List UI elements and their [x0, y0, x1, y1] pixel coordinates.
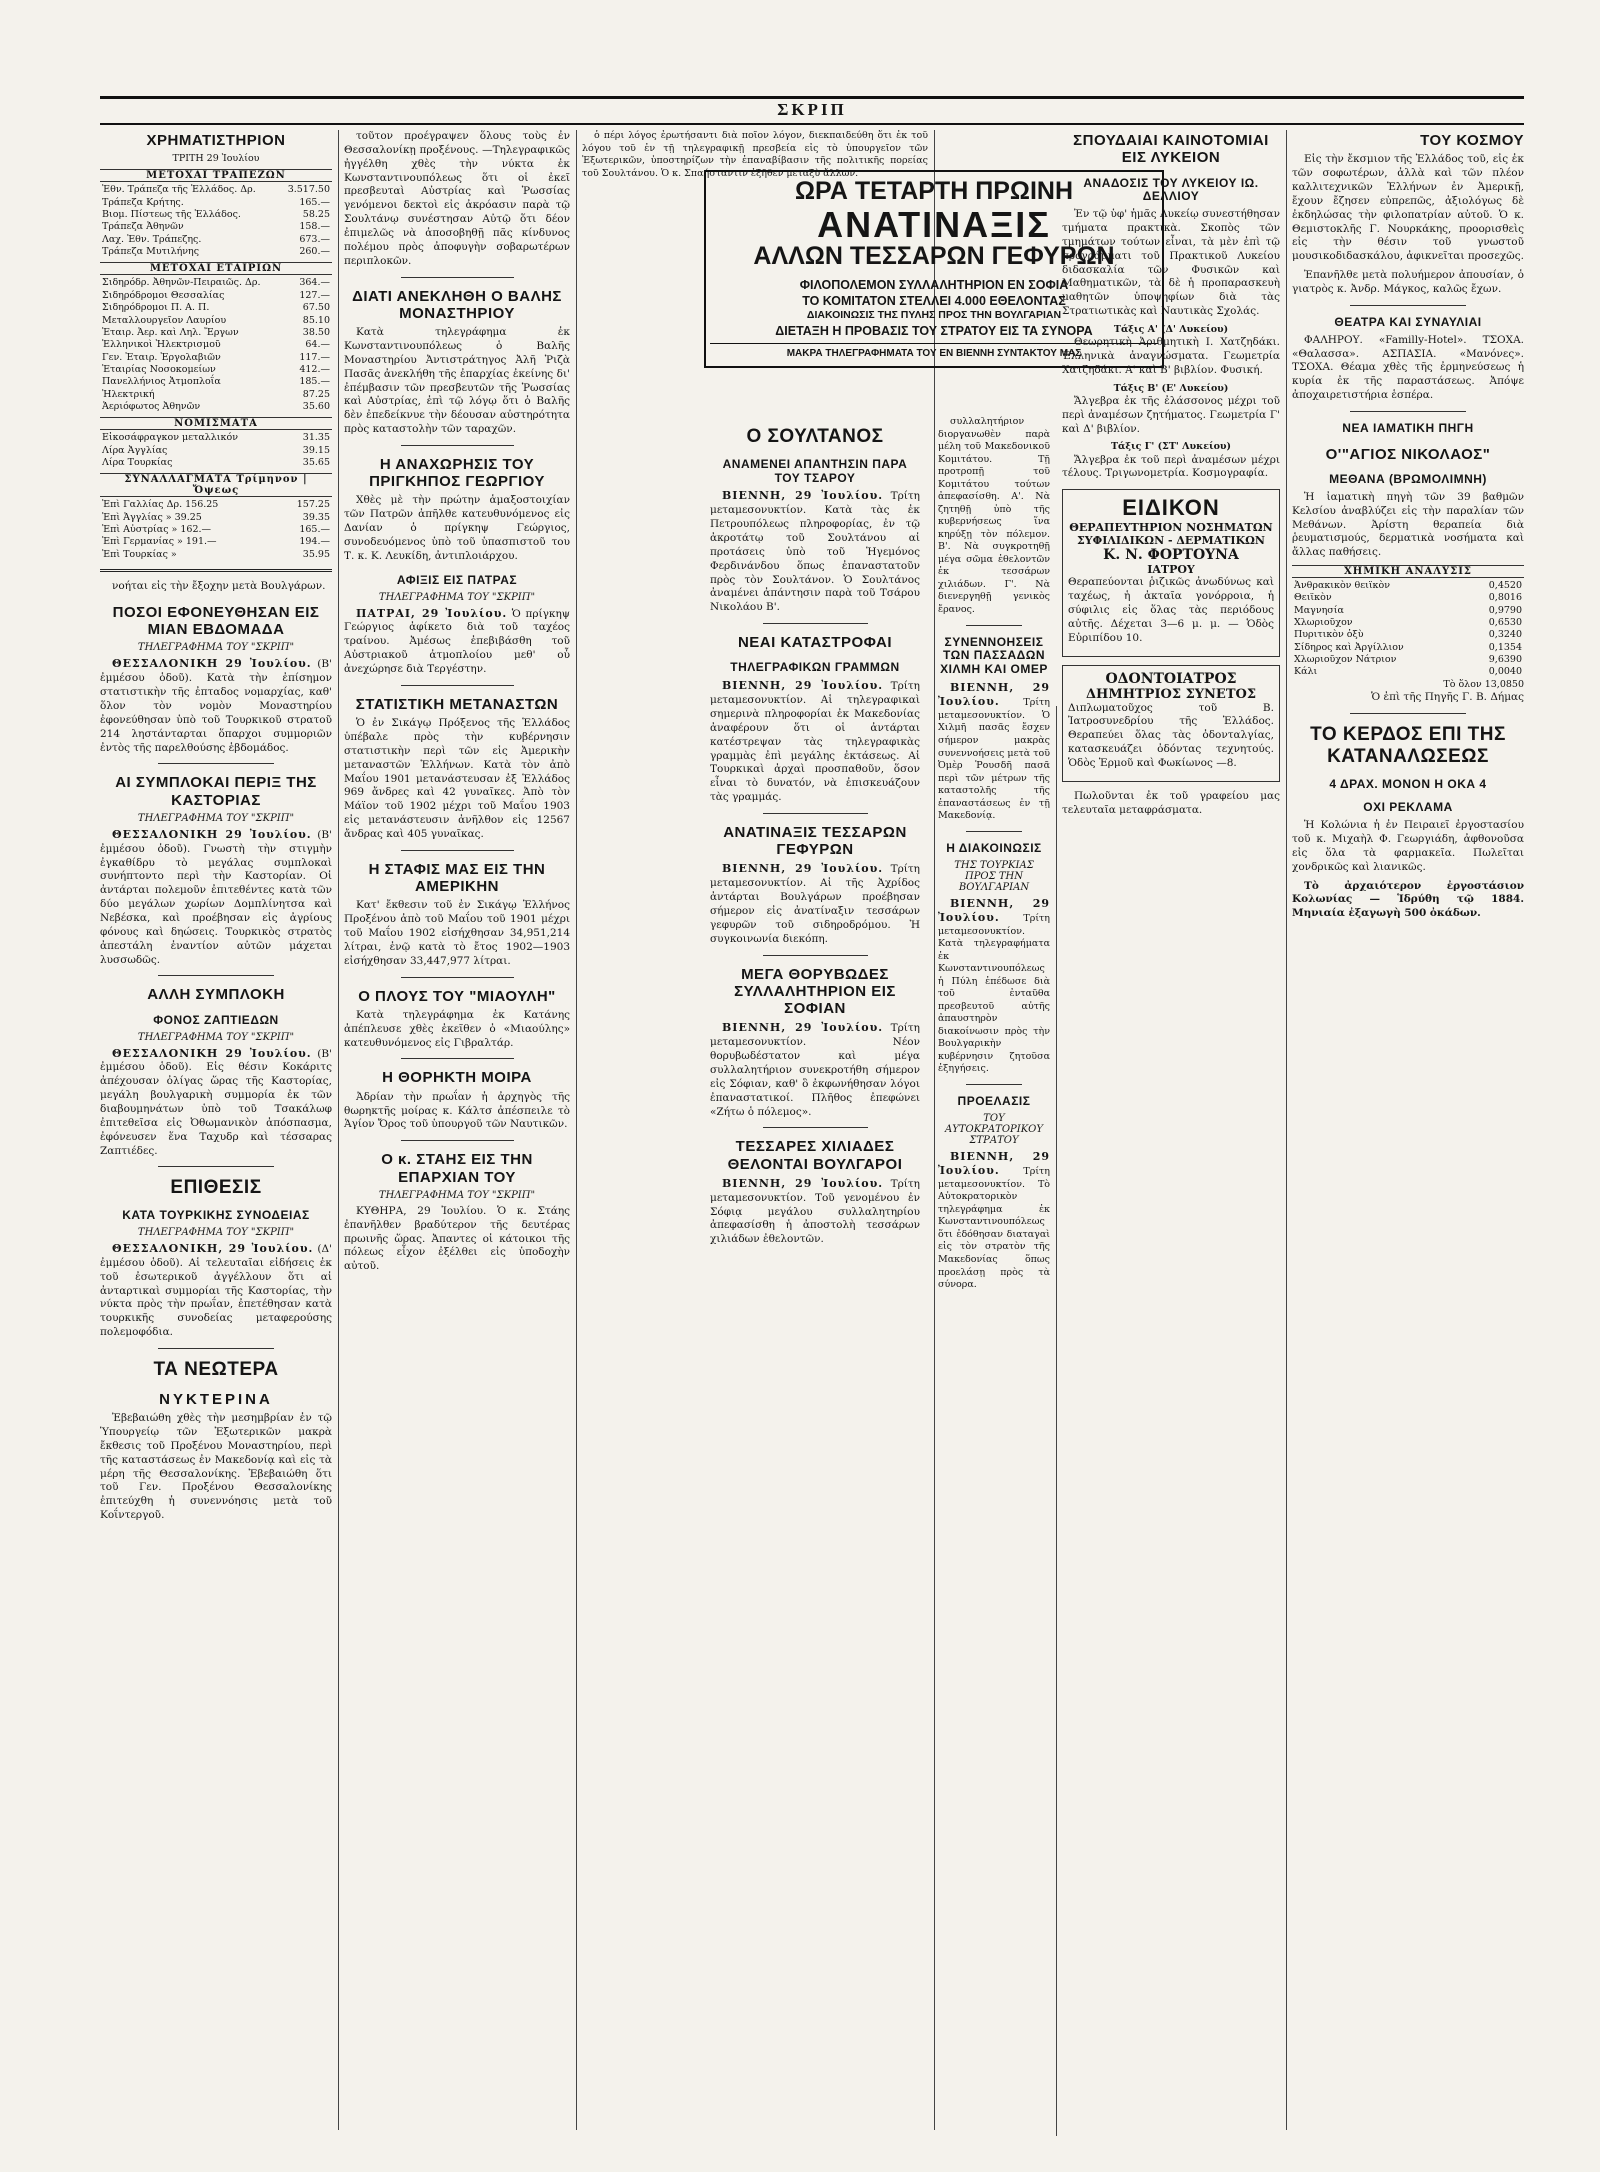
article-title: Ο κ. ΣΤΑΗΣ ΕΙΣ ΤΗΝ ΕΠΑΡΧΙΑΝ ΤΟΥ	[381, 1151, 533, 1186]
exchange-rates-table	[100, 499, 332, 561]
row-label: Ἠλεκτρική	[102, 388, 155, 400]
row-label: Λίρα Τουρκίας	[102, 456, 173, 468]
table-row	[100, 209, 332, 221]
advertisement	[1062, 489, 1280, 656]
row-value: 35.95	[302, 548, 330, 560]
table-row	[100, 184, 332, 196]
dateline: ΠΑΤΡΑΙ, 29 Ἰουλίου.	[356, 606, 508, 620]
coins-header: ΝΟΜΙΣΜΑΤΑ	[100, 417, 332, 430]
banner-line: ΩΡΑ ΤΕΤΑΡΤΗ ΠΡΩΙΝΗ	[794, 177, 1074, 205]
row-value: 31.35	[302, 432, 330, 444]
article-title: ΤΑ ΝΕΩΤΕΡΑ	[153, 1359, 279, 1381]
article-subtitle: ΤΗΛΕΓΡΑΦΗΜΑ ΤΟΥ "ΣΚΡΙΠ"	[378, 591, 536, 603]
row-value: 185.—	[299, 376, 330, 388]
article-title: ΜΕΓΑ ΘΟΡΥΒΩΔΕΣ ΣΥΛΛΑΛΗΤΗΡΙΟΝ ΕΙΣ ΣΟΦΙΑΝ	[734, 965, 896, 1018]
article-text: Τρίτη μεταμεσονυκτίον. Τὸ Αὐτοκρατορικὸν τηλεγράφημα ἐκ Κωνσταντινουπόλεως ὅτι ἐδόθησαν διαταγαὶ εἰς τὸν στρατὸν τῆς Μακεδονίας ὅπως προελάσῃ πρὸς τὰ σύνορα.	[938, 1166, 1050, 1291]
row-value: 127.—	[299, 289, 330, 301]
article-text: ὁ πέρι λόγος ἐρωτήσαντι διὰ ποῖον λόγον, διεκπαιδεύθη ὅτι ἐκ τοῦ λόγου τοῦ ἐν τῇ τηλεγραφικῇ πρεσβεία εἰς τὸ ὑπουργεῖον τῶν Ἐξωτερικῶν, ὑποστηρίζων τὴν ἐπαναβίβασιν τῆς πολιτικῆς πορείας τοῦ Σουλτάνου. Ὁ κ. Σπαήσταντιν ἐξῆθεν μεταξὺ ἄλλων.	[582, 130, 928, 179]
table-row	[100, 352, 332, 364]
row-value: 158.—	[299, 221, 330, 233]
newspaper-page	[100, 96, 1524, 2136]
article-subtitle: ΝΥΚΤΕΡΙΝΑ	[159, 1390, 273, 1408]
row-value: 58.25	[302, 209, 330, 221]
article-title: ΤΟ ΚΕΡΔΟΣ ΕΠΙ ΤΗΣ ΚΑΤΑΝΑΛΩΣΕΩΣ	[1310, 723, 1506, 767]
table-row	[100, 536, 332, 548]
row-value: 673.—	[299, 233, 330, 245]
article-subtitle: ΤΗΣ ΤΟΥΡΚΙΑΣ ΠΡΟΣ ΤΗΝ ΒΟΥΛΓΑΡΙΑΝ	[954, 859, 1034, 893]
article-text: Ἡ ἰαματικὴ πηγὴ τῶν 39 βαθμῶν Κελσίου ἀναβλύζει εἰς τὴν παραλίαν τῶν Μεθάνων. Ἀρίστη θεραπεία διὰ ῥευματισμούς, δερματικὰ νοσήματα καὶ ἄλλας παθήσεις.	[1292, 490, 1524, 559]
row-label: Τράπεζα Μυτιλήνης	[102, 246, 200, 258]
table-row	[100, 457, 332, 469]
table-row	[1292, 654, 1524, 666]
article-title: ΑΝΑΤΙΝΑΞΙΣ ΤΕΣΣΑΡΩΝ ΓΕΦΥΡΩΝ	[723, 823, 907, 859]
ad-line: ΔΗΜΗΤΡΙΟΣ ΣΥΝΕΤΟΣ	[1085, 686, 1257, 702]
table-row	[1292, 666, 1524, 678]
article-text: ΚΥΘΗΡΑ, 29 Ἰουλίου. Ὁ κ. Στάης ἐπανῆλθεν βραδύτερον τῆς δευτέρας πρωινῆς ὥρας. Ἀπαντες οἱ κάτοικοι τῆς πόλεως εἶχον ἐξέλθει εἰς ὑποδοχὴν αὐτοῦ.	[344, 1204, 570, 1273]
table-row	[1292, 592, 1524, 604]
article-text: τοῦτον προέγραψεν ὅλους τοὺς ἐν Θεσσαλονίκῃ προξένους. —Τηλεγραφικῶς ἠγγέλθη χθὲς τὴν νύκτα ἐκ Κωνσταντινουπόλεως ὅτι οἱ ἐκεῖ πρεσβευταὶ Αὐστρίας καὶ Ῥωσσίας γενόμενοι δεκτοὶ εἰς ἀκρόασιν παρὰ τῷ Σουλτάνῳ συνέστησαν Αὐτῷ ὅτι δέον ἐπιμελῶς νὰ ἀποσοβηθῇ πᾶς κίνδυνος πολέμου πρὸς ἀποφυγὴν σοβαρωτέρων περιπλοκῶν.	[344, 130, 570, 267]
article-title: Η ΘΟΡΗΚΤΗ ΜΟΙΡΑ	[382, 1069, 532, 1087]
row-label: Ἐπὶ Γερμανίας » 191.—	[102, 536, 217, 548]
article-text: Ὁ ἐν Σικάγῳ Πρόξενος τῆς Ἑλλάδος ὑπέβαλε πρὸς τὴν κυβέρνησιν στατιστικὴν περὶ τῶν εἰς Ἀμερικὴν μεταναστῶν Ἑλλήνων. Κατὰ τὸν ἀπὸ Μαΐου 1901 μετανάστευσαν ἐξ Ἑλλάδος 969 ἄνδρες καὶ 42 γυναῖκες. Ἀπὸ τὸν Μάϊον τοῦ 1902 μέχρι τοῦ Μαΐου 1903 εἰς μετανάστευσιν ἀνῆλθον εἰς 12567 ἄνδρας καὶ 405 γυναῖκας.	[344, 717, 570, 840]
row-label: Ἐπὶ Τουρκίας »	[102, 548, 177, 560]
article-text: Θεωρητικὴ Ἀριθμητικὴ Ι. Χατζηδάκι. Ἑλληνικὰ ἀναγνώσματα. Γεωμετρία Χατζηδάκι. Α' καὶ Β' βιβλίον. Φυσική.	[1062, 336, 1280, 376]
article-subtitle: ΚΑΤΑ ΤΟΥΡΚΙΚΗΣ ΣΥΝΟΔΕΙΑΣ	[122, 1208, 310, 1223]
advertisement	[1062, 665, 1280, 782]
article-title: Η ΔΙΑΚΟΙΝΩΣΙΣ	[946, 840, 1042, 855]
article-title: ΝΕΑΙ ΚΑΤΑΣΤΡΟΦΑΙ	[737, 634, 893, 652]
row-value: 3.517.50	[287, 184, 330, 196]
article-text: Τρίτη μεταμεσονυκτίον. Τοῦ γενομένου ἐν Σόφιᾳ μεγάλου συλλαλητηρίου ἀπεφασίσθη ἡ ἀποστολὴ τεσσάρων χιλιάδων ἐθελοντῶν.	[710, 1177, 920, 1246]
table-row	[1292, 642, 1524, 654]
article-text: (Β' ἐμμέσου ὁδοῦ). Γνωστὴ τὴν στιγμὴν ἐγκαθίδρυ τὸ μεγάλας συμπλοκαὶ συνήπτοντο περὶ τὴν Καστορίαν. Οἱ ἀντάρται πολεμοῦν ἐπιτεθέντες κατὰ τῶν δύο μεγάλων χωρίων Δομπλίνητσα καὶ Νεβέσκα, καὶ προέβησαν εἰς ἀγρίους φόνους καὶ δηώσεις. Τουρκικὸς στρατὸς ἀπεστάλη ἐναντίον αὐτῶν μάχεται λυσσωδῶς.	[100, 828, 332, 966]
row-label: Λαχ. Ἐθν. Τράπεζης.	[102, 233, 202, 245]
column-rule	[934, 130, 935, 2130]
column-rule	[338, 130, 339, 2130]
exchange-date: ΤΡΙΤΗ 29 Ἰουλίου	[172, 153, 260, 165]
row-value: 39.15	[302, 444, 330, 456]
table-row	[100, 512, 332, 524]
row-label: Σίδηρος καὶ Ἀργίλλιον	[1294, 641, 1404, 653]
article-text: Τρίτη μεταμεσονυκτίον. Κατὰ τηλεγραφήματα ἐκ Κωνσταντινουπόλεως ἡ Πύλη ἐπέδωσε διὰ τοῦ ἐνταῦθα πρεσβευτοῦ αὐτῆς ἀπαυστηρὸν διακοίνωσιν πρὸς τὴν Βουλγαρικὴν κυβέρνησιν ζητοῦσα ἐξηγήσεις.	[938, 913, 1050, 1075]
article-subtitle: ΑΝΑΜΕΝΕΙ ΑΠΑΝΤΗΣΙΝ ΠΑΡΑ ΤΟΥ ΤΣΑΡΟΥ	[722, 456, 908, 485]
ad-text: Διπλωματοῦχος τοῦ Β. Ἰατροσυνεδρίου τῆς Ἑλλάδος. Θεραπεύει ὅλας τὰς ὀδονταλγίας, κατασκευάζει ὀδόντας τεχνητούς. Ὁδὸς Ἑρμοῦ καὶ Φωκίωνος —8.	[1068, 701, 1274, 770]
row-label: Ἐθν. Τράπεζα τῆς Ἑλλάδος. Δρ.	[102, 184, 256, 196]
article-title: ΠΡΟΕΛΑΣΙΣ	[957, 1093, 1031, 1108]
article-text: Κατ' ἔκθεσιν τοῦ ἐν Σικάγῳ Ἑλλήνος Προξένου ἀπὸ τοῦ Μαΐου τοῦ 1901 μέχρι τοῦ Μαΐου 1902 εἰσήχθησαν 34,951,214 λίτραι, ἐνῷ κατὰ τὸ ἔτος 1902—1903 εἰσήχθησαν 33,447,977 λίτραι.	[344, 899, 570, 967]
table-row	[1292, 617, 1524, 629]
table-row	[100, 302, 332, 314]
row-label: Σιδηρόδρομοι Π. Α. Π.	[102, 302, 210, 314]
article-subtitle: ΤΟΥ ΑΥΤΟΚΡΑΤΟΡΙΚΟΥ ΣΤΡΑΤΟΥ	[945, 1112, 1043, 1146]
row-value: 0,6530	[1488, 617, 1522, 629]
article-subtitle: ΤΗΛΕΓΡΑΦΗΜΑ ΤΟΥ "ΣΚΡΙΠ"	[137, 1031, 295, 1043]
article-text: Κατὰ τηλεγράφημα ἐκ Κατάνης ἀπέπλευσε χθὲς ἐκεῖθεν ὁ «Μιαούλης» κατευθυνόμενος εἰς Γιβραλτάρ.	[344, 1008, 570, 1049]
row-label: Ἐταιρ. Ἀερ. καὶ Ληλ. Ἔργων	[102, 326, 239, 338]
table-row	[100, 524, 332, 536]
ad-headline: ΕΙΔΙΚΟΝ	[1122, 495, 1220, 521]
class-heading: Τάξις Α' (Δ' Λυκείου)	[1113, 323, 1229, 335]
article-text: Ὁ πρίγκηψ Γεώργιος ἀφίκετο διὰ τοῦ ταχέος τραίνου. Ἀμέσως ἐπεβιβάσθη τοῦ Αὐστριακοῦ ἀτμοπλοίου μεθ' οὗ ἀνεχώρησε διὰ Τεργέστην.	[344, 607, 571, 675]
row-value: 87.25	[302, 388, 330, 400]
row-label: Πανελλήνιος Ἀτμοπλοΐα	[102, 376, 221, 388]
table-row	[100, 445, 332, 457]
article-title: Η ΑΝΑΧΩΡΗΣΙΣ ΤΟΥ ΠΡΙΓΚΗΠΟΣ ΓΕΩΡΓΙΟΥ	[369, 455, 545, 491]
article-subtitle: ΤΗΛΕΓΡΑΦΗΜΑ ΤΟΥ "ΣΚΡΙΠ"	[137, 1227, 295, 1239]
article-title: ΣΤΑΤΙΣΤΙΚΗ ΜΕΤΑΝΑΣΤΩΝ	[355, 695, 559, 713]
dateline: ΒΙΕΝΝΗ, 29 Ἰουλίου.	[722, 1021, 884, 1035]
row-value: 117.—	[299, 351, 330, 363]
ad-headline: ΟΔΟΝΤΟΙΑΤΡΟΣ	[1105, 670, 1237, 687]
article-subtitle: Ο'"ΑΓΙΟΣ ΝΙΚΟΛΑΟΣ"	[1325, 445, 1491, 463]
article-subtitle: ΦΟΝΟΣ ΖΑΠΤΙΕΔΩΝ	[153, 1012, 279, 1027]
table-row	[100, 549, 332, 561]
article-title: ΤΟΥ ΚΟΣΜΟΥ	[1420, 132, 1524, 149]
dateline: ΒΙΕΝΝΗ, 29 Ἰουλίου.	[938, 680, 1050, 709]
row-label: Χλωριοῦχον	[1294, 617, 1353, 629]
row-label: Ἀνθρακικὸν θειϊκὸν	[1294, 580, 1390, 592]
table-row	[100, 499, 332, 511]
article-text: Τρίτη μεταμεσονυκτίον. Αἱ τῆς Ἀχρίδος ἀντάρται Βουλγάρων προέβησαν σήμερον εἰς ἀνατίναξιν τεσσάρων γεφυρῶν τοῦ σιδηροδρόμου. Ἡ συγκοινωνία διεκόπη.	[710, 863, 920, 945]
coins-table	[100, 432, 332, 469]
class-heading: Τάξις Β' (Ε' Λυκείου)	[1113, 382, 1229, 394]
article-title: ΑΛΛΗ ΣΥΜΠΛΟΚΗ	[147, 986, 285, 1004]
table-row	[100, 327, 332, 339]
row-value: 364.—	[299, 277, 330, 289]
dateline: ΘΕΣΣΑΛΟΝΙΚΗ, 29 Ἰουλίου.	[112, 1242, 314, 1256]
article-title: ΝΕΑ ΙΑΜΑΤΙΚΗ ΠΗΓΗ	[1342, 420, 1474, 435]
article-text: (Δ' ἐμμέσου ὁδοῦ). Αἱ τελευταῖαι εἰδήσεις ἐκ τοῦ ἐσωτερικοῦ ἀγγέλλουν ὅτι αἱ ἀνταρτικαὶ συμμορίαι τῆς Καστορίας, τὴν νύκτα πρὸς τὴν πρωΐαν, ἐπετέθησαν κατὰ τουρκικῆς συνοδείας μεταφερούσης πολεμοφόδια.	[100, 1243, 332, 1339]
article-text: Ἐν τῷ ὑφ' ἡμᾶς Λυκείῳ συνεστήθησαν τμήματα πρακτικὰ. Σκοπὸς τῶν τμημάτων τούτων εἶναι, τὰ μὲν ἐπὶ τῷ προγράμματι τοῦ Πρακτικοῦ Λυκείου διδασκαλία τῶν Φυσικῶν καὶ Μαθηματικῶν, τὰ δὲ ἡ προπαρασκευὴ μαθητῶν ὑποψηφίων διὰ τὰς Στρατιωτικὰς καὶ Ναυτικὰς Σχολάς.	[1062, 208, 1280, 318]
row-label: Εἰκοσάφραγκον μεταλλικόν	[102, 432, 238, 444]
chem-analysis-table	[1292, 580, 1524, 679]
row-label: Ἐπὶ Γαλλίας Δρ. 156.25	[102, 499, 219, 511]
row-value: 157.25	[296, 499, 330, 511]
row-value: 0,4520	[1488, 580, 1522, 592]
article-subtitle: ΤΗΛΕΓΡΑΦΗΜΑ ΤΟΥ "ΣΚΡΙΠ"	[137, 642, 295, 654]
dateline: ΘΕΣΣΑΛΟΝΙΚΗ 29 Ἰουλίου.	[112, 657, 312, 671]
article-title: ΤΕΣΣΑΡΕΣ ΧΙΛΙΑΔΕΣ ΘΕΛΟΝΤΑΙ ΒΟΥΛΓΑΡΟΙ	[727, 1138, 903, 1173]
article-text: (Β' ἐμμέσου ὁδοῦ). Κατὰ τὴν ἐπίσημον στατιστικὴν τῆς ἐπταδος νομαρχίας, καθ' ὅλον τὸν νομὸν Μοναστηρίου ἐφονεύθησαν ὑπὸ τοῦ Τουρκικοῦ στρατοῦ 214 ληστάνταρται ὅπαρχοι συμμοριῶν ἐντὸς τῆς παρελθούσης ἑβδομάδος.	[100, 658, 332, 754]
column-4-body	[938, 416, 1050, 2130]
article-title: Η ΣΤΑΦΙΣ ΜΑΣ ΕΙΣ ΤΗΝ ΑΜΕΡΙΚΗΝ	[368, 860, 546, 896]
article-text: Ἐβεβαιώθη χθὲς τὴν μεσημβρίαν ἐν τῷ Ὑπουργείῳ τῶν Ἐξωτερικῶν μακρὰ ἔκθεσις τοῦ Προξένου Μοναστηρίου, περὶ τῆς καταστάσεως ἐν Μακεδονίᾳ καὶ εἰς τὰ μέρη τῆς Θεσσαλονίκης. Ἐβεβαιώθη ὅτι τοῦ Γεν. Προξένου Θεσσαλονίκης ἐπιτεύχθη ἡ συνεννόησις μετὰ τοῦ Κοΐντεργοῦ.	[100, 1412, 332, 1522]
banner-line: ΔΙΑΚΟΙΝΩΣΙΣ ΤΗΣ ΠΥΛΗΣ ΠΡΟΣ ΤΗΝ ΒΟΥΛΓΑΡΙΑΝ	[806, 309, 1062, 322]
row-value: 39.35	[302, 511, 330, 523]
class-heading: Τάξις Γ' (ΣΤ' Λυκείου)	[1110, 441, 1232, 453]
masthead-title: ΣΚΡΙΠ	[777, 100, 847, 119]
row-value: 165.—	[299, 523, 330, 535]
article-text: Πωλοῦνται ἐκ τοῦ γραφείου μας τελευταῖα μεταφράσματα.	[1062, 789, 1280, 816]
dateline: ΒΙΕΝΝΗ, 29 Ἰουλίου.	[938, 896, 1050, 925]
company-shares-table	[100, 277, 332, 413]
row-value: 35.60	[302, 400, 330, 412]
row-label: Ἐπὶ Ἀγγλίας » 39.25	[102, 511, 202, 523]
article-title: ΣΥΝΕΝΝΟΗΣΕΙΣ ΤΩΝ ΠΑΣΣΑΔΩΝ ΧΙΛΜΗ ΚΑΙ ΟΜΕΡ	[940, 634, 1048, 677]
article-title: ΑΙ ΣΥΜΠΛΟΚΑΙ ΠΕΡΙΞ ΤΗΣ ΚΑΣΤΟΡΙΑΣ	[115, 774, 317, 809]
row-label: Κάλι	[1294, 666, 1318, 678]
row-value: 0,0040	[1488, 666, 1522, 678]
article-subtitle: ΤΗΛΕΓΡΑΦΗΜΑ ΤΟΥ "ΣΚΡΙΠ"	[378, 1189, 536, 1201]
table-row	[1292, 629, 1524, 641]
table-row	[100, 432, 332, 444]
row-value: 35.65	[302, 456, 330, 468]
masthead	[100, 96, 1524, 125]
article-text: Ἄλγεβρα ἐκ τοῦ περὶ ἀναμέσων μέχρι τέλους. Τριγωνομετρία. Κοσμογραφία.	[1062, 453, 1280, 480]
continued-text: νοήται εἰς τὴν ἔξοχην μετὰ Βουλγάρων.	[112, 580, 326, 592]
article-text: συλλαλητήριον διοργανωθὲν παρὰ μέλη τοῦ Μακεδονικοῦ Κομιτάτου. Τῇ προτροπῇ τοῦ Κομιτάτου τούτων ἀπεφασίσθη. Α'. Νὰ ζητηθῇ ὑπὸ τῆς κυβερνήσεως ἵνα κηρύξῃ τὸν πόλεμον. Β'. Νὰ συγκροτηθῇ μέγα σῶμα ἐθελοντῶν ἐκ τεσσάρων χιλιάδων. Γ'. Νὰ διενεργηθῇ γενικὸς ἔρανος.	[938, 416, 1050, 615]
article-subtitle: ΟΧΙ ΡΕΚΛΑΜΑ	[1363, 800, 1453, 815]
column-5	[1062, 130, 1280, 2130]
table-row	[100, 315, 332, 327]
article-subtitle: 4 ΔΡΑΧ. ΜΟΝΟΝ Η ΟΚΑ 4	[1329, 776, 1487, 791]
column-2	[344, 130, 570, 2130]
table-row	[100, 290, 332, 302]
banner-line: ΔΙΕΤΑΞΗ Η ΠΡΟΒΑΣΙΣ ΤΟΥ ΣΤΡΑΤΟΥ ΕΙΣ ΤΑ ΣΥΝΟΡΑ	[775, 323, 1093, 338]
row-value: 165.—	[299, 196, 330, 208]
center-top-text	[582, 130, 928, 179]
article-title: ΠΟΣΟΙ ΕΦΟΝΕΥΘΗΣΑΝ ΕΙΣ ΜΙΑΝ ΕΒΔΟΜΑΔΑ	[112, 603, 320, 639]
row-label: Σιδηρόδρομοι Θεσσαλίας	[102, 289, 225, 301]
table-row	[100, 364, 332, 376]
column-rule	[576, 130, 577, 2130]
banner-line: ΜΑΚΡΑ ΤΗΛΕΓΡΑΦΗΜΑΤΑ ΤΟΥ ΕΝ ΒΙΕΝΝΗ ΣΥΝΤΑΚΤΟΥ ΜΑΣ	[710, 343, 1158, 360]
row-label: Σιδηρόδρ. Ἀθηνῶν-Πειραιῶς. Δρ.	[102, 277, 261, 289]
row-value: 194.—	[299, 536, 330, 548]
row-label: Ἑλληνικοὶ Ἠλεκτρισμοῦ	[102, 339, 221, 351]
column-rule	[1286, 130, 1287, 2130]
row-value: 412.—	[299, 363, 330, 375]
row-label: Ἐταιρίας Νοσοκομείων	[102, 363, 216, 375]
article-text: ΦΑΛΗΡΟΥ. «Familly-Hotel». ΤΣΟΧΑ. «Θαλασσα». ΑΣΠΑΣΙΑ. «Μανόνες». ΤΣΟΧΑ. Θέαμα χθὲς τῆς ἐρμηνεύσεως ἡ κυρία ἐκ τῆς παραστάσεως. Ἀπόψε ἀποχαιρετιστήρια ἑσπέρα.	[1292, 333, 1524, 402]
row-value: 67.50	[302, 302, 330, 314]
article-subtitle: ΜΕΘΑΝΑ (ΒΡΩΜΟΛΙΜΝΗ)	[1329, 471, 1487, 486]
table-row	[100, 246, 332, 258]
article-text: Ἄλγεβρα ἐκ τῆς ἐλάσσονος μέχρι τοῦ περὶ ἀναμέσων ζητήματος. Γεωμετρία Γ' καὶ Δ' βιβλίον.	[1062, 394, 1280, 435]
article-text: Τὸ ἀρχαιότερον ἐργοστάσιον Κολωνίας — Ἱδρύθη τῷ 1884. Μηνιαία ἐξαγωγὴ 500 ὀκάδων.	[1292, 879, 1524, 920]
table-row	[100, 277, 332, 289]
column-1	[100, 130, 332, 2130]
article-subtitle: ΤΗΛΕΓΡΑΦΙΚΩΝ ΓΡΑΜΜΩΝ	[730, 660, 900, 675]
article-text: Ἐπανῆλθε μετὰ πολυήμερον ἀπουσίαν, ὁ γιατρὸς κ. Ἀνδρ. Μάγκος, καλῶς ἔχων.	[1292, 269, 1524, 295]
table-row	[100, 234, 332, 246]
dateline: ΒΙΕΝΝΗ, 29 Ἰουλίου.	[722, 489, 884, 503]
row-value: 38.50	[302, 326, 330, 338]
banner-headline: ΑΝΑΤΙΝΑΞΙΣ	[817, 203, 1051, 245]
article-text: Ἀδρίαν τὴν πρωΐαν ἡ ἀρχηγὸς τῆς θωρηκτῆς μοίρας κ. Κάλτσ ἀπέσπειλε τὸ Ἁγίον Ὄρος τοῦ ὑπουργοῦ τῶν Ναυτικῶν.	[344, 1090, 570, 1131]
chem-analysis-header: ΧΗΜΙΚΗ ΑΝΑΛΥΣΙΣ	[1292, 565, 1524, 578]
row-label: Γεν. Ἐταιρ. Ἐργολαβιῶν	[102, 351, 221, 363]
dateline: ΘΕΣΣΑΛΟΝΙΚΗ 29 Ἰουλίου.	[112, 1046, 312, 1060]
table-row	[100, 401, 332, 413]
row-value: 9,6390	[1488, 654, 1522, 666]
table-row	[1292, 580, 1524, 592]
row-label: Ἀεριόφωτος Ἀθηνῶν	[102, 400, 201, 412]
row-label: Λίρα Ἀγγλίας	[102, 444, 168, 456]
banner-line: ΑΛΛΩΝ ΤΕΣΣΑΡΩΝ ΓΕΦΥΡΩΝ	[753, 242, 1115, 271]
dateline: ΒΙΕΝΝΗ, 29 Ἰουλίου.	[722, 679, 884, 693]
row-label: Θειϊκὸν	[1294, 592, 1332, 604]
dateline: ΒΙΕΝΝΗ, 29 Ἰουλίου.	[722, 862, 884, 876]
article-subtitle: ΑΦΙΞΙΣ ΕΙΣ ΠΑΤΡΑΣ	[396, 572, 518, 587]
article-text: Εἰς τὴν ἔκσμιον τῆς Ἑλλάδος τοῦ, εἰς ἐκ τῶν σοφωτέρων, ἀλλὰ καὶ τῶν πλέον καλλιτεχνικῶν Ἑλλήνων ἐν Ἀμερικῇ, ἔχουν ἔζησεν εὐπρεπῶς, ἀξιολόγως δὲ ἐκδηλώσας τὴν φιλοπατρίαν αὐτοῦ. Ὁ κ. Θεμιστοκλῆς Γ. Νουρκάκης, προορισθεὶς εἰς τὴν θέσιν τοῦ γνωστοῦ μουσικοδιδασκάλου, ἀφικνεῖται προσεχῶς.	[1292, 153, 1524, 263]
article-title: ΔΙΑΤΙ ΑΝΕΚΛΗΘΗ Ο ΒΑΛΗΣ ΜΟΝΑΣΤΗΡΙΟΥ	[352, 287, 562, 322]
column-6	[1292, 130, 1524, 2130]
row-label: Μεταλλουργεῖον Λαυρίου	[102, 314, 227, 326]
article-title: ΘΕΑΤΡΑ ΚΑΙ ΣΥΝΑΥΛΙΑΙ	[1334, 314, 1482, 329]
dateline: ΒΙΕΝΝΗ, 29 Ἰουλίου.	[938, 1149, 1050, 1178]
exchange-rates-header: ΣΥΝΑΛΛΑΓΜΑΤΑ Τρίμηνον | Ὄψεως	[100, 473, 332, 497]
banner-line: ΦΙΛΟΠΟΛΕΜΟΝ ΣΥΛΛΑΛΗΤΗΡΙΟΝ ΕΝ ΣΟΦΙΑ	[799, 277, 1069, 292]
table-row	[100, 197, 332, 209]
dateline: ΒΙΕΝΝΗ, 29 Ἰουλίου.	[722, 1176, 884, 1190]
article-text: Ἡ Κολώνια ἡ ἐν Πειραιεῖ ἐργοστασίου τοῦ κ. Μιχαὴλ Φ. Γεωργιάδη, ἀφθονοῦσα εἰς ὅλα τὰ φαρμακεῖα. Πωλεῖται χονδρικῶς καὶ λιανικῶς.	[1292, 819, 1524, 873]
row-label: Τράπεζα Ἀθηνῶν	[102, 221, 184, 233]
dateline: ΘΕΣΣΑΛΟΝΙΚΗ 29 Ἰουλίου.	[112, 827, 312, 841]
row-label: Πυριτικὸν ὀξὺ	[1294, 629, 1364, 641]
row-value: 0,9790	[1488, 604, 1522, 616]
row-label: Βιομ. Πίστεως τῆς Ἑλλάδος.	[102, 209, 241, 221]
article-title: Ο ΣΟΥΛΤΑΝΟΣ	[746, 426, 884, 447]
article-text: Κατὰ τηλεγράφημα ἐκ Κωνσταντινουπόλεως ὁ Βαλῆς Μοναστηρίου Ἀντιστράτηγος Ἀλῆ Ῥιζὰ Πασᾶς ἀνεκλήθη τῆς ἐπαρχίας ἐκείνης δι' ἐπέμβασιν τῶν πρεσβευτῶν τῆς Ῥωσσίας καὶ Αὐστρίας, ἐπὶ τῷ λόγῳ ὅτι ὁ Βαλῆς δὲν ἐπεδείκνυε τὴν δέουσαν αὐστηρότητα πρὸς καταστολὴν τῶν ταραχῶν.	[344, 326, 570, 436]
row-value: 0,1354	[1488, 641, 1522, 653]
company-shares-header: ΜΕΤΟΧΑΙ ΕΤΑΙΡΙΩΝ	[100, 262, 332, 275]
row-label: Μαγνησία	[1294, 604, 1344, 616]
article-title: ΣΠΟΥΔΑΙΑΙ ΚΑΙΝΟΤΟΜΙΑΙ ΕΙΣ ΛΥΚΕΙΟΝ	[1073, 132, 1269, 167]
row-value: 64.—	[305, 339, 330, 351]
article-title: Ο ΠΛΟΥΣ ΤΟΥ "ΜΙΑΟΥΛΗ"	[358, 987, 556, 1005]
ad-line: ΙΑΤΡΟΥ	[1147, 563, 1195, 577]
article-subtitle: ΤΗΛΕΓΡΑΦΗΜΑ ΤΟΥ "ΣΚΡΙΠ"	[137, 812, 295, 824]
exchange-title: ΧΡΗΜΑΤΙΣΤΗΡΙΟΝ	[146, 132, 286, 149]
row-label: Χλωριοῦχον Νάτριον	[1294, 654, 1397, 666]
article-text: Ὁ ἐπὶ τῆς Πηγῆς Γ. Β. Δήμας	[1371, 690, 1524, 703]
article-text: Τρίτη μεταμεσονυκτίον. Ὁ Χιλμῆ πασᾶς ἔσχεν σήμερον μακρὰς συνεννοήσεις μετὰ τοῦ Ὀμὲρ Ῥουσδῆ πασᾶ περὶ τῶν μέτρων τῆς καταστολῆς τῆς ἐπαναστάσεως ἐν τῇ Μακεδονίᾳ.	[938, 697, 1050, 822]
row-value: 85.10	[302, 314, 330, 326]
table-row	[100, 339, 332, 351]
article-text: Τρίτη μεταμεσονυκτίον. Κατὰ τὰς ἐκ Πετρουπόλεως πληροφορίας, ἐν τῷ ἀκροτάτῳ τοῦ Σουλτάνου αἱ προτάσεις ὑπὸ τοῦ Ἡγεμόνος Φερδινάνδου ὅπως ἐπαναστατοῦν πρὸς τὸν Σουλτάνον. Ὁ Σουλτάνος ἀναμένει ἀπάντησιν παρὰ τοῦ Τσάρου Νικολάου Β'.	[710, 490, 920, 614]
ad-line: ΘΕΡΑΠΕΥΤΗΡΙΟΝ ΝΟΣΗΜΑΤΩΝ	[1069, 521, 1273, 535]
ad-text: Θεραπεύονται ῥιζικῶς ἀνωδύνως καὶ ταχέως, ἡ ἀκταῖα γονόρροια, ἡ σύφιλις εἰς ὅλας τὰς περιόδους αὐτῆς. Δέχεται 3—6 μ. μ. — Ὁδὸς Εὐριπίδου 10.	[1068, 576, 1274, 644]
row-value: 0,3240	[1488, 629, 1522, 641]
ad-line: ΣΥΦΙΛΙΔΙΚΩΝ - ΔΕΡΜΑΤΙΚΩΝ	[1077, 534, 1265, 548]
article-text: (Β' ἐμμέσου ὁδοῦ). Εἰς θέσιν Κοκάριτς ἀπέχουσαν ὀλίγας ὥρας τῆς Καστορίας, μεγάλη βουλγαρικὴ συμμορία ἐκ τῶν διαβουμηνάτων ὑπὸ τοῦ Τσακάλωφ ἐπιτεθεῖσα εἰς Ὀθωμανικὸν ἀπόσπασμα, ἐφόνευσεν ἕνα Ταχυδρ καὶ τέσσαρας Ζαπτιέδες.	[100, 1047, 332, 1157]
row-value: 0,8016	[1488, 592, 1522, 604]
table-row	[1292, 605, 1524, 617]
article-subtitle: ΑΝΑΔΟΣΙΣ ΤΟΥ ΛΥΚΕΙΟΥ ΙΩ. ΔΕΛΛΙΟΥ	[1083, 175, 1259, 204]
column-rule	[1056, 706, 1057, 2136]
ad-line: Κ. Ν. ΦΟΡΤΟΥΝΑ	[1103, 547, 1239, 564]
row-label: Τράπεζα Κρήτης.	[102, 196, 184, 208]
bank-shares-header: ΜΕΤΟΧΑΙ ΤΡΑΠΕΖΩΝ	[100, 169, 332, 182]
article-text: Τρίτη μεταμεσονυκτίον. Αἱ τηλεγραφικαὶ σημερινὰ πληροφορίαι ἐκ Μακεδονίας ἀναφέρουν ὅτι οἱ ἀντάρται κατέστρεψαν τὰς τηλεγραφικὰς γραμμὰς ἐπὶ μεγάλης ἐκτάσεως. Αἱ Τουρκικαὶ ἀρχαὶ προσπαθοῦν, ὅσον εἶναι τὸ δυνατόν, νὰ ἐπισκευάζουν τὰς γραμμάς.	[710, 680, 920, 804]
chem-total: Τὸ ὅλον 13,0850	[1443, 678, 1524, 690]
article-title: ΕΠΙΘΕΣΙΣ	[170, 1177, 262, 1199]
table-row	[100, 221, 332, 233]
bank-shares-table	[100, 184, 332, 258]
row-value: 260.—	[299, 246, 330, 258]
table-row	[100, 376, 332, 388]
article-text: Τρίτη μεταμεσονυκτίον. Νέον θορυβωδέστατον καὶ μέγα συλλαλητήριον συνεκροτήθη σήμερον εἰς Σόφιαν, καθ' ὃ ἐκφωνήθησαν λόγοι ἐπαναστατικοί. Πλῆθος ἐπεφώνει «Ζήτω ὁ πόλεμος».	[710, 1022, 920, 1118]
article-text: Χθὲς μὲ τὴν πρώτην ἁμαξοστοιχίαν τῶν Πατρῶν ἀπῆλθε κατευθυνόμενος εἰς Δανίαν ὁ πρίγκηψ Γεώργιος, συνοδευόμενος ὑπὸ τοῦ ὑπασπιστοῦ του Τ. κ. Κ. Λευκίδη, ἀντιπλοιάρχου.	[344, 494, 570, 562]
row-label: Ἐπὶ Αὐστρίας » 162.—	[102, 523, 212, 535]
table-row	[100, 389, 332, 401]
banner-line: ΤΟ ΚΟΜΙΤΑΤΟΝ ΣΤΕΛΛΕΙ 4.000 ΕΘΕΛΟΝΤΑΣ	[802, 294, 1066, 309]
column-3	[710, 416, 920, 2130]
